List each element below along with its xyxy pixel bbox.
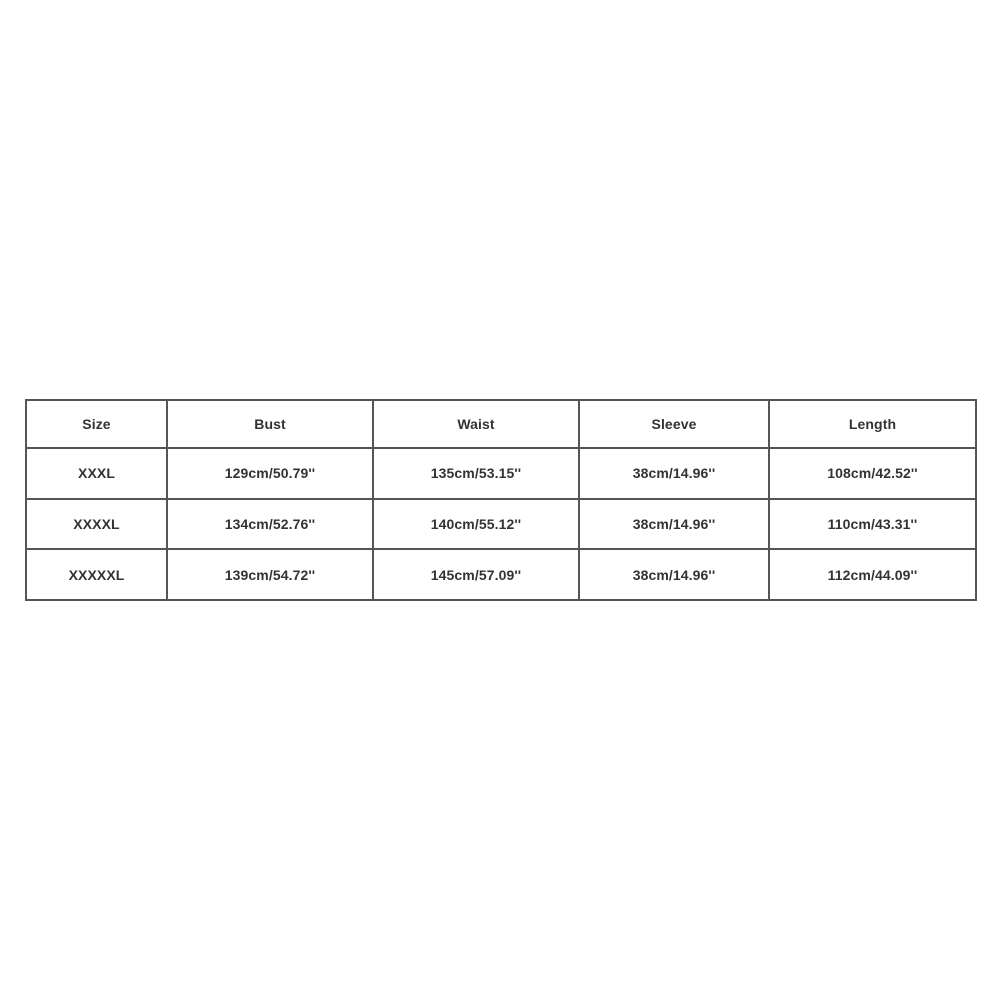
cell-bust: 134cm/52.76'' (167, 499, 373, 550)
cell-length: 110cm/43.31'' (769, 499, 976, 550)
cell-length: 112cm/44.09'' (769, 549, 976, 600)
cell-bust: 129cm/50.79'' (167, 448, 373, 499)
cell-size: XXXXL (26, 499, 167, 550)
cell-waist: 140cm/55.12'' (373, 499, 579, 550)
cell-bust: 139cm/54.72'' (167, 549, 373, 600)
cell-sleeve: 38cm/14.96'' (579, 499, 769, 550)
cell-length: 108cm/42.52'' (769, 448, 976, 499)
table-header-row (26, 400, 976, 448)
header-length: Length (769, 400, 976, 448)
table-row (26, 448, 976, 499)
header-size: Size (26, 400, 167, 448)
cell-size: XXXXXL (26, 549, 167, 600)
header-bust: Bust (167, 400, 373, 448)
header-waist: Waist (373, 400, 579, 448)
cell-sleeve: 38cm/14.96'' (579, 448, 769, 499)
header-sleeve: Sleeve (579, 400, 769, 448)
cell-sleeve: 38cm/14.96'' (579, 549, 769, 600)
table-row (26, 549, 976, 600)
size-chart-table (25, 399, 977, 601)
cell-size: XXXL (26, 448, 167, 499)
table-row (26, 499, 976, 550)
cell-waist: 145cm/57.09'' (373, 549, 579, 600)
cell-waist: 135cm/53.15'' (373, 448, 579, 499)
